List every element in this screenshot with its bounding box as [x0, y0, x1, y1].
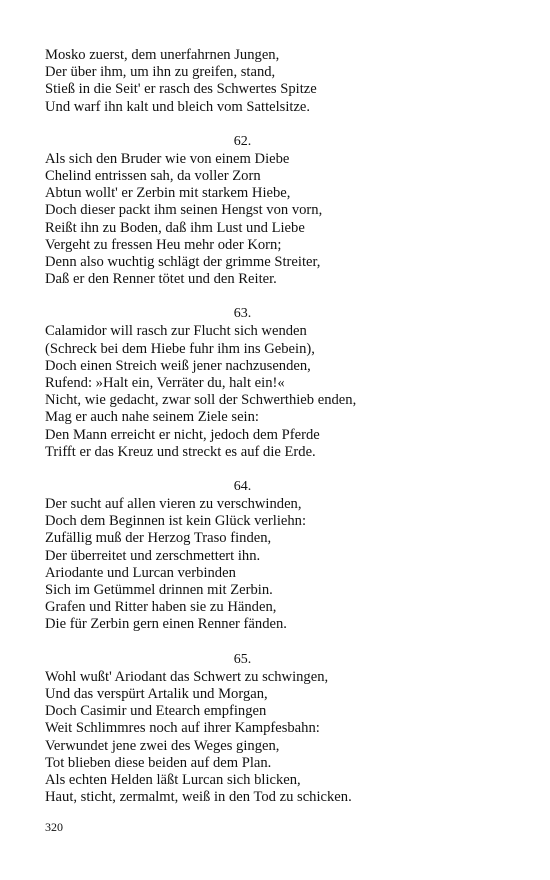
verse-line: Haut, sticht, zermalmt, weiß in den Tod zu schicken.	[45, 789, 352, 806]
verse-line: Verwundet jene zwei des Weges gingen,	[45, 737, 280, 754]
verse-line: Grafen und Ritter haben sie zu Händen,	[45, 599, 277, 616]
verse-line: Mosko zuerst, dem unerfahrnen Jungen,	[45, 47, 280, 63]
verse-line: Chelind entrissen sah, da voller Zorn	[45, 168, 261, 185]
verse-line: Als sich den Bruder wie von einem Diebe	[45, 150, 290, 167]
page-number: 320	[45, 820, 63, 834]
stanza-number: 65.	[233, 651, 252, 667]
verse-line: Doch dem Beginnen ist kein Glück verliehn:	[45, 513, 307, 530]
verse-line: Als echten Helden läßt Lurcan sich blicken,	[45, 771, 301, 788]
verse-line: Doch dieser packt ihm seinen Hengst von vorn,	[45, 202, 323, 219]
verse-line: Den Mann erreicht er nicht, jedoch dem Pferde	[45, 426, 320, 443]
stanza-65	[45, 651, 515, 807]
verse-line: Calamidor will rasch zur Flucht sich wenden	[45, 323, 307, 340]
verse-line: Daß er den Renner tötet und den Reiter.	[45, 271, 277, 288]
verse-line: Ariodante und Lurcan verbinden	[45, 564, 236, 581]
verse-line: Trifft er das Kreuz und streckt es auf die Erde.	[45, 443, 316, 460]
verse-line: Die für Zerbin gern einen Renner fänden.	[45, 616, 287, 633]
verse-line: Sich im Getümmel drinnen mit Zerbin.	[45, 582, 273, 599]
verse-line: Rufend: »Halt ein, Verräter du, halt ein!«	[45, 375, 285, 392]
verse-line: Und das verspürt Artalik und Morgan,	[45, 685, 268, 702]
verse-line: Und warf ihn kalt und bleich vom Sattelsitze.	[45, 98, 311, 115]
verse-line: Tot blieben diese beiden auf dem Plan.	[45, 754, 272, 771]
stanza-62	[45, 133, 515, 289]
verse-line: Doch einen Streich weiß jener nachzusenden,	[45, 357, 311, 374]
stanza-number: 63.	[233, 306, 252, 322]
verse-line: Denn also wuchtig schlägt der grimme Streiter,	[45, 254, 321, 271]
verse-line: Doch Casimir und Etearch empfingen	[45, 703, 267, 720]
stanza-64	[45, 478, 515, 634]
verse-line: Reißt ihn zu Boden, daß ihm Lust und Liebe	[45, 219, 305, 236]
verse-line: Der sucht auf allen vieren zu verschwinden,	[45, 496, 302, 513]
verse-line: (Schreck bei dem Hiebe fuhr ihm ins Gebein),	[45, 340, 315, 357]
stanza-63	[45, 305, 515, 461]
verse-line: Der überreitet und zerschmettert ihn.	[45, 547, 261, 564]
stanza-number: 62.	[233, 133, 252, 149]
verse-line: Nicht, wie gedacht, zwar soll der Schwerthieb enden,	[45, 392, 357, 409]
verse-line: Zufällig muß der Herzog Traso finden,	[45, 530, 272, 547]
verse-line: Vergeht zu fressen Heu mehr oder Korn;	[45, 236, 282, 253]
book-page-text	[45, 47, 515, 823]
verse-line: Der über ihm, um ihn zu greifen, stand,	[45, 64, 276, 81]
stanza-continued	[45, 47, 515, 116]
verse-line: Mag er auch nahe seinem Ziele sein:	[45, 409, 259, 426]
verse-line: Weit Schlimmres noch auf ihrer Kampfesbahn:	[45, 720, 320, 737]
verse-line: Abtun wollt' er Zerbin mit starkem Hiebe,	[45, 185, 291, 202]
stanza-number: 64.	[233, 479, 252, 495]
verse-line: Stieß in die Seit' er rasch des Schwertes Spitze	[45, 81, 317, 98]
verse-line: Wohl wußt' Ariodant das Schwert zu schwingen,	[45, 668, 329, 685]
